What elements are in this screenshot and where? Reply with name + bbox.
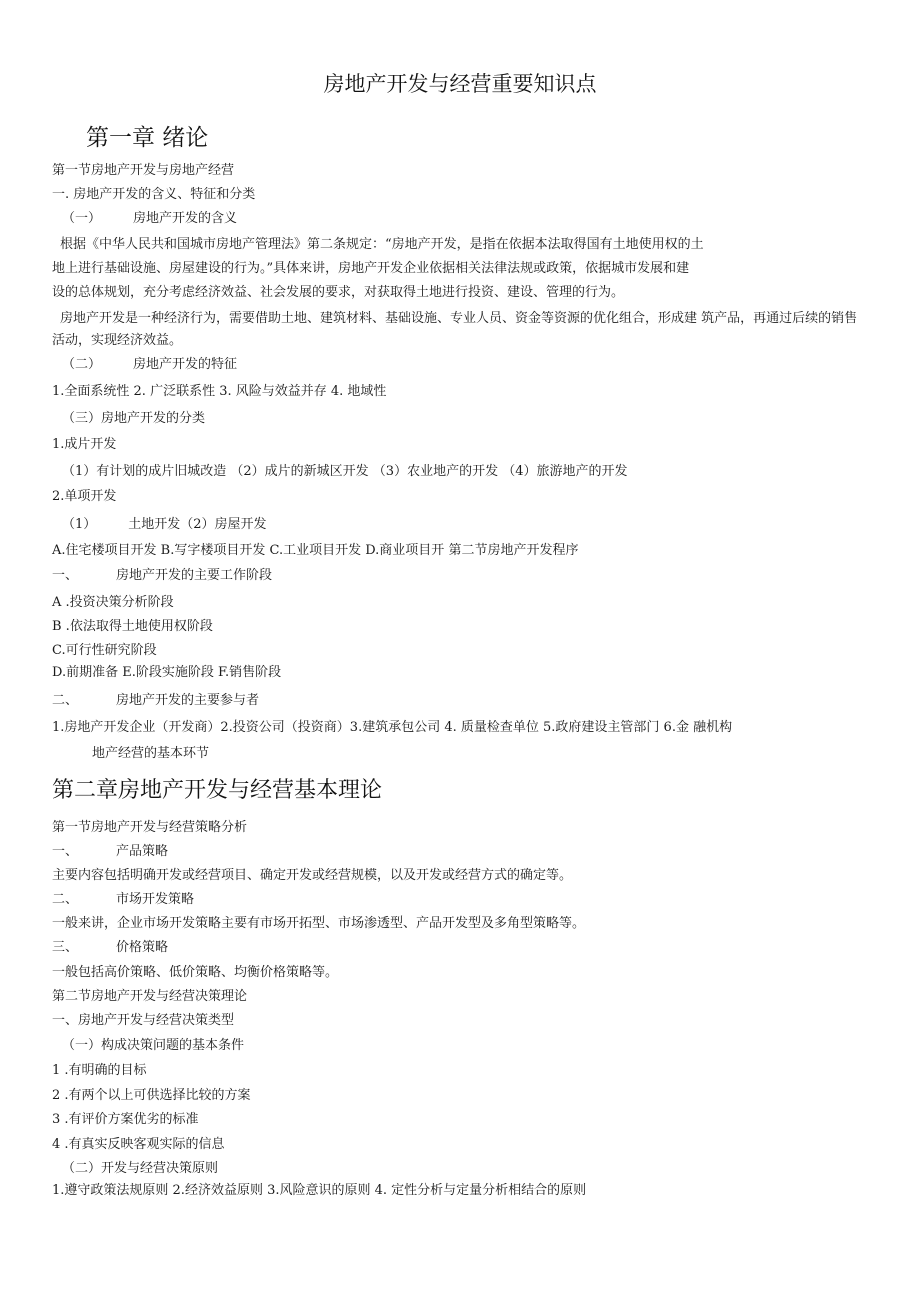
list-item: 1.成片开发: [52, 437, 117, 452]
list-item: 2.单项开发: [52, 489, 117, 504]
list-item: 1.遵守政策法规原则 2.经济效益原则 3.风险意识的原则 4. 定性分析与定量分析相结合的原则: [52, 1183, 587, 1198]
section-heading: 第一节房地产开发与房地产经营: [52, 163, 235, 178]
item-heading: [52, 568, 272, 584]
section-heading: 第一节房地产开发与经营策略分析: [52, 820, 248, 835]
subsection-heading: （三）房地产开发的分类: [62, 411, 206, 426]
list-item: 地产经营的基本环节: [92, 746, 210, 761]
item-number: 二、: [52, 693, 79, 708]
paragraph: 主要内容包括明确开发或经营项目、确定开发或经营规模，以及开发或经营方式的确定等。: [52, 868, 573, 883]
subsection-heading: （二）开发与经营决策原则: [62, 1161, 219, 1176]
item-number: 二、: [52, 892, 79, 907]
list-item: 1 .有明确的目标: [52, 1063, 147, 1078]
item-number: 一、: [52, 844, 79, 859]
paragraph: 一般来讲，企业市场开发策略主要有市场开拓型、市场渗透型、产品开发型及多角型策略等。: [52, 916, 586, 931]
list-item: 1.房地产开发企业（开发商）2.投资公司（投资商）3.建筑承包公司 4. 质量检查单位 5.政府建设主管部门 6.金 融机构: [52, 720, 733, 735]
item-heading: 一. 房地产开发的含义、特征和分类: [52, 187, 256, 202]
list-item: 4 .有真实反映客观实际的信息: [52, 1137, 225, 1152]
item-title: 市场开发策略: [116, 892, 195, 907]
list-item: 3 .有评价方案优劣的标准: [52, 1112, 199, 1127]
list-number: （1）: [62, 517, 97, 532]
chapter2-heading: 第二章房地产开发与经营基本理论: [52, 778, 383, 803]
list-item: A.住宅楼项目开发 B.写字楼项目开发 C.工业项目开发 D.商业项目开 第二节房地产开发程序: [52, 543, 579, 558]
item-heading: [52, 844, 168, 860]
chapter1-heading: 第一章 绪论: [86, 125, 209, 151]
item-title: 房地产开发的主要工作阶段: [116, 568, 273, 583]
list-text: 土地开发（2）房屋开发: [128, 517, 267, 532]
paragraph-line: 地上进行基础设施、房屋建设的行为。”具体来讲，房地产开发企业依据相关法律法规或政策，依据城市发展和建: [52, 261, 690, 276]
item-title: 价格策略: [116, 940, 169, 955]
item-heading: 一、房地产开发与经营决策类型: [52, 1013, 235, 1028]
feature-list: 1.全面系统性 2. 广泛联系性 3. 风险与效益并存 4. 地域性: [52, 384, 387, 399]
item-title: 产品策略: [116, 844, 169, 859]
item-heading: [52, 693, 259, 709]
item-title: 房地产开发的主要参与者: [116, 693, 260, 708]
subsection-heading: [62, 211, 237, 227]
paragraph: 房地产开发是一种经济行为，需要借助土地、建筑材料、基础设施、专业人员、资金等资源的优化组合，形成建 筑产品，再通过后续的销售活动，实现经济效益。: [52, 311, 858, 348]
subsection-heading: [62, 357, 237, 373]
item-heading: [52, 940, 168, 956]
item-heading: [52, 892, 194, 908]
list-item: A .投资决策分析阶段: [52, 595, 174, 610]
subsection-number: （一）: [62, 211, 102, 226]
paragraph: 一般包括高价策略、低价策略、均衡价格策略等。: [52, 965, 339, 980]
paragraph-line: 设的总体规划，充分考虑经济效益、社会发展的要求，对获取得土地进行投资、建设、管理的行为。: [52, 285, 625, 300]
subsection-number: （二）: [62, 357, 102, 372]
list-item: D.前期准备 E.阶段实施阶段 F.销售阶段: [52, 665, 282, 680]
list-item: [62, 517, 267, 533]
subsection-title: 房地产开发的特征: [133, 357, 238, 372]
subsection-title: 房地产开发的含义: [133, 211, 238, 226]
subsection-heading: （一）构成决策问题的基本条件: [62, 1038, 245, 1053]
list-item: C.可行性研究阶段: [52, 643, 157, 658]
document-title: 房地产开发与经营重要知识点: [323, 72, 597, 96]
item-number: 三、: [52, 940, 79, 955]
item-number: 一、: [52, 568, 79, 583]
paragraph-line: 根据《中华人民共和国城市房地产管理法》第二条规定：“房地产开发，是指在依据本法取得国有土地使用权的土: [60, 237, 704, 252]
list-item: （1）有计划的成片旧城改造 （2）成片的新城区开发 （3）农业地产的开发 （4）旅游地产的开发: [62, 464, 628, 479]
section-heading: 第二节房地产开发与经营决策理论: [52, 989, 248, 1004]
list-item: B .依法取得土地使用权阶段: [52, 619, 213, 634]
list-item: 2 .有两个以上可供选择比较的方案: [52, 1088, 251, 1103]
